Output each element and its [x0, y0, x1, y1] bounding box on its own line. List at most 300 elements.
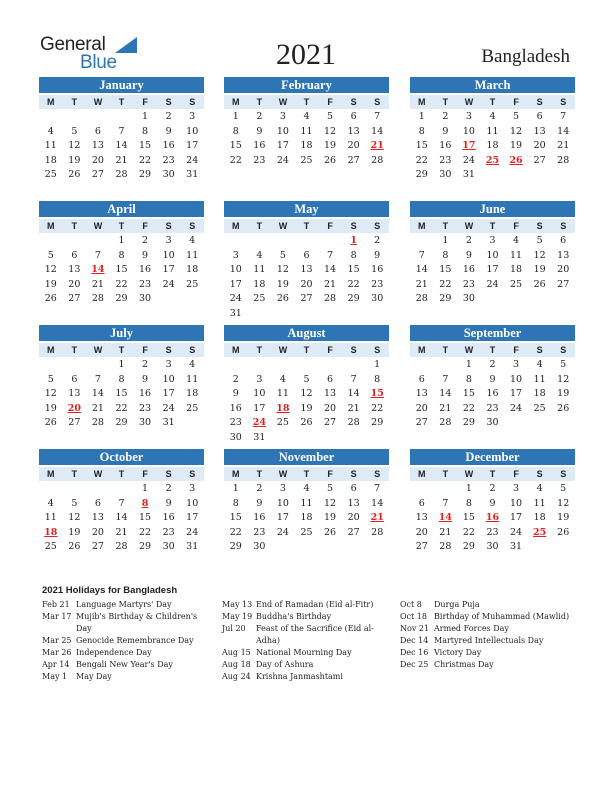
- day: 15: [139, 140, 152, 151]
- holidays-title: 2021 Holidays for Bangladesh: [42, 585, 178, 596]
- holiday-day: 21: [370, 512, 384, 523]
- weekday-header: [410, 467, 575, 481]
- day: 1: [465, 359, 472, 370]
- weekday-label: M: [232, 221, 240, 231]
- day: 15: [139, 512, 152, 523]
- day: 26: [44, 417, 57, 428]
- weekday-label: M: [418, 97, 426, 107]
- day: 4: [47, 497, 54, 509]
- day: 19: [324, 512, 337, 523]
- day: 3: [256, 373, 263, 385]
- day: 27: [347, 526, 360, 538]
- day: 4: [279, 373, 286, 385]
- day: 26: [324, 526, 337, 538]
- weekday-label: S: [560, 345, 567, 355]
- day: 24: [162, 402, 175, 414]
- empty-cell: [271, 358, 295, 373]
- day: 12: [68, 512, 81, 523]
- day: 9: [256, 125, 263, 137]
- day: 13: [415, 512, 428, 523]
- day: 6: [303, 249, 310, 261]
- empty-cell: [224, 234, 248, 249]
- day: 1: [232, 111, 239, 122]
- day: 17: [510, 512, 523, 523]
- day: 25: [44, 541, 57, 552]
- day: 3: [513, 359, 520, 370]
- day: 15: [115, 388, 128, 399]
- day: 9: [232, 388, 239, 399]
- day: 20: [324, 402, 337, 414]
- day: 14: [115, 140, 128, 151]
- day: 8: [465, 497, 472, 509]
- weekday-label: M: [47, 221, 55, 231]
- day: 6: [418, 373, 425, 385]
- weekday-label: F: [513, 97, 519, 107]
- month-march: [410, 77, 575, 183]
- day: 24: [276, 526, 289, 538]
- day: 9: [489, 497, 496, 509]
- holiday-day: 14: [91, 264, 105, 275]
- day: 19: [276, 278, 289, 290]
- day: 7: [442, 373, 449, 385]
- day: 21: [415, 278, 428, 290]
- day: 12: [324, 125, 337, 137]
- holiday-name: Independence Day: [76, 648, 152, 657]
- day: 19: [68, 154, 81, 166]
- day: 4: [47, 125, 54, 137]
- day-grid: [39, 234, 204, 307]
- day: 26: [300, 417, 313, 428]
- empty-cell: [86, 234, 110, 249]
- weekday-label: T: [118, 221, 125, 231]
- day: 20: [347, 140, 360, 151]
- logo-blue-text: Blue: [80, 52, 117, 73]
- weekday-label: W: [278, 469, 288, 479]
- holiday-day: 18: [276, 402, 290, 414]
- day: 8: [118, 373, 125, 385]
- holiday-name: Krishna Janmashtami: [256, 672, 343, 681]
- day: 28: [91, 293, 104, 304]
- holiday-day: 17: [462, 140, 476, 151]
- day: 6: [350, 111, 357, 122]
- day: 24: [186, 154, 199, 166]
- day: 28: [415, 293, 428, 304]
- day: 27: [347, 154, 360, 166]
- day: 20: [415, 402, 428, 414]
- day: 3: [189, 483, 196, 494]
- holiday-name: Language Martyrs' Day: [76, 600, 172, 609]
- day: 4: [303, 111, 310, 122]
- weekday-label: F: [513, 345, 519, 355]
- day: 21: [115, 526, 128, 538]
- day: 27: [533, 154, 546, 166]
- day: 23: [439, 154, 452, 166]
- weekday-label: W: [278, 97, 288, 107]
- day: 8: [465, 373, 472, 385]
- day: 24: [510, 526, 523, 538]
- day: 29: [371, 417, 384, 428]
- day: 18: [533, 388, 546, 399]
- day: 9: [165, 497, 172, 509]
- day: 19: [510, 140, 523, 151]
- day: 18: [300, 512, 313, 523]
- day: 29: [115, 417, 128, 428]
- day: 5: [279, 249, 286, 261]
- holiday-date: Dec 14: [400, 636, 429, 645]
- empty-cell: [39, 110, 63, 125]
- day: 31: [510, 541, 523, 552]
- day-grid: [39, 482, 204, 555]
- holiday-item: [42, 635, 214, 647]
- day: 21: [91, 278, 104, 290]
- holiday-name: National Mourning Day: [256, 648, 352, 657]
- day: 3: [465, 111, 472, 122]
- holiday-date: Mar 26: [42, 648, 72, 657]
- month-october: [39, 449, 204, 555]
- day: 23: [139, 402, 152, 414]
- day: 24: [510, 402, 523, 414]
- day: 22: [229, 526, 242, 538]
- day: 1: [118, 359, 125, 370]
- weekday-label: T: [442, 97, 449, 107]
- day: 25: [300, 526, 313, 538]
- day: 11: [186, 249, 199, 261]
- day: 31: [462, 169, 475, 180]
- day: 10: [229, 264, 242, 275]
- weekday-header: [39, 467, 204, 481]
- day: 3: [165, 359, 172, 370]
- day: 24: [229, 293, 242, 304]
- day: 2: [442, 111, 449, 122]
- day: 15: [462, 388, 475, 399]
- weekday-label: M: [418, 345, 426, 355]
- day: 16: [439, 140, 452, 151]
- day: 9: [442, 125, 449, 137]
- day: 24: [486, 278, 499, 290]
- weekday-header: [39, 219, 204, 233]
- day: 5: [513, 111, 520, 122]
- day: 16: [371, 264, 384, 275]
- day: 8: [374, 373, 381, 385]
- day: 29: [439, 293, 452, 304]
- day: 12: [44, 264, 57, 275]
- weekday-label: S: [560, 97, 567, 107]
- day: 8: [442, 249, 449, 261]
- weekday-label: S: [350, 221, 357, 231]
- empty-cell: [295, 234, 319, 249]
- month-july: [39, 325, 204, 431]
- holiday-date: Apr 14: [42, 660, 70, 669]
- holiday-day: 15: [370, 388, 384, 399]
- weekday-label: S: [350, 97, 357, 107]
- day: 29: [462, 541, 475, 552]
- day-grid: [410, 234, 575, 307]
- day: 7: [374, 483, 381, 494]
- weekday-label: F: [327, 345, 333, 355]
- day: 16: [253, 512, 266, 523]
- day: 22: [415, 154, 428, 166]
- weekday-label: T: [489, 221, 496, 231]
- month-april: [39, 201, 204, 307]
- day: 22: [347, 278, 360, 290]
- day: 5: [327, 111, 334, 122]
- day: 21: [557, 140, 570, 151]
- day: 5: [536, 235, 543, 246]
- day: 4: [256, 249, 263, 261]
- weekday-label: T: [303, 345, 310, 355]
- day: 14: [371, 497, 384, 509]
- empty-cell: [434, 358, 458, 373]
- holiday-item: [42, 671, 214, 683]
- empty-cell: [39, 358, 63, 373]
- day-grid: [224, 110, 389, 168]
- day: 16: [162, 140, 175, 151]
- weekday-label: S: [374, 221, 381, 231]
- day: 7: [327, 249, 334, 261]
- day: 19: [300, 402, 313, 414]
- day: 26: [324, 154, 337, 166]
- holiday-date: Dec 16: [400, 648, 429, 657]
- weekday-label: T: [118, 469, 125, 479]
- weekday-label: S: [536, 469, 543, 479]
- day: 8: [232, 125, 239, 137]
- day: 1: [142, 483, 149, 494]
- month-june: [410, 201, 575, 307]
- day-grid: [39, 358, 204, 431]
- day: 17: [253, 402, 266, 414]
- day: 23: [162, 154, 175, 166]
- day: 7: [442, 497, 449, 509]
- weekday-header: [224, 467, 389, 481]
- day: 5: [47, 249, 54, 261]
- weekday-label: F: [142, 469, 148, 479]
- weekday-label: T: [489, 469, 496, 479]
- day: 5: [560, 483, 567, 494]
- day: 13: [91, 512, 104, 523]
- day: 6: [71, 249, 78, 261]
- day: 4: [536, 483, 543, 494]
- holiday-date: May 13: [222, 600, 253, 609]
- day: 29: [462, 417, 475, 428]
- holiday-name: Armed Forces Day: [434, 624, 509, 633]
- day: 29: [229, 541, 242, 552]
- day: 2: [142, 359, 149, 370]
- day: 7: [94, 373, 101, 385]
- day: 14: [439, 388, 452, 399]
- month-title: January: [39, 77, 204, 93]
- day: 18: [533, 512, 546, 523]
- day: 11: [253, 264, 266, 275]
- day: 10: [276, 497, 289, 509]
- day: 17: [162, 264, 175, 275]
- month-title: April: [39, 201, 204, 217]
- holiday-date: Aug 15: [222, 648, 251, 657]
- day: 13: [324, 388, 337, 399]
- empty-cell: [410, 482, 434, 497]
- day: 31: [162, 417, 175, 428]
- day: 25: [300, 154, 313, 166]
- holiday-name: Martyred Intellectuals Day: [434, 636, 544, 645]
- day: 12: [510, 125, 523, 137]
- day: 29: [139, 541, 152, 552]
- holiday-name: Birthday of Muhammad (Mawlid): [434, 612, 570, 621]
- logo-general-text: General: [40, 34, 106, 55]
- empty-cell: [110, 110, 134, 125]
- weekday-label: F: [142, 221, 148, 231]
- day: 16: [162, 512, 175, 523]
- holiday-item: [42, 599, 214, 611]
- day: 10: [186, 497, 199, 509]
- holiday-column: [400, 599, 580, 671]
- empty-cell: [86, 110, 110, 125]
- day: 12: [68, 140, 81, 151]
- weekday-label: S: [165, 345, 172, 355]
- month-november: [224, 449, 389, 555]
- weekday-label: W: [278, 345, 288, 355]
- weekday-label: T: [256, 345, 263, 355]
- day: 6: [94, 497, 101, 509]
- weekday-label: F: [513, 221, 519, 231]
- day: 5: [560, 359, 567, 370]
- day: 29: [415, 169, 428, 180]
- day: 18: [510, 264, 523, 275]
- holiday-item: [400, 599, 580, 611]
- holiday-date: Oct 18: [400, 612, 427, 621]
- day: 26: [44, 293, 57, 304]
- month-september: [410, 325, 575, 431]
- month-january: [39, 77, 204, 183]
- day: 14: [371, 125, 384, 137]
- day: 21: [439, 526, 452, 538]
- weekday-label: T: [256, 221, 263, 231]
- weekday-label: T: [256, 97, 263, 107]
- holiday-name: Durga Puja: [434, 600, 480, 609]
- day: 20: [557, 264, 570, 275]
- day: 11: [44, 140, 57, 151]
- day: 1: [232, 483, 239, 494]
- weekday-label: S: [165, 221, 172, 231]
- day: 26: [68, 169, 81, 180]
- month-title: March: [410, 77, 575, 93]
- empty-cell: [39, 482, 63, 497]
- day: 20: [347, 512, 360, 523]
- holiday-day: 21: [370, 140, 384, 151]
- day: 1: [118, 235, 125, 246]
- holiday-date: Dec 25: [400, 660, 429, 669]
- day: 28: [347, 417, 360, 428]
- empty-cell: [39, 234, 63, 249]
- day: 28: [115, 169, 128, 180]
- empty-cell: [410, 358, 434, 373]
- day: 4: [536, 359, 543, 370]
- month-title: October: [39, 449, 204, 465]
- weekday-label: S: [189, 345, 196, 355]
- day: 5: [71, 497, 78, 509]
- day: 6: [418, 497, 425, 509]
- holiday-day: 1: [350, 235, 357, 246]
- day: 20: [91, 526, 104, 538]
- weekday-label: W: [93, 221, 103, 231]
- weekday-label: W: [93, 97, 103, 107]
- weekday-label: F: [327, 221, 333, 231]
- day: 8: [350, 249, 357, 261]
- day: 4: [513, 235, 520, 246]
- empty-cell: [63, 358, 87, 373]
- day: 11: [300, 497, 313, 509]
- day: 21: [324, 278, 337, 290]
- empty-cell: [86, 358, 110, 373]
- day: 1: [418, 111, 425, 122]
- day: 11: [486, 125, 499, 137]
- day: 11: [510, 249, 523, 261]
- day: 24: [186, 526, 199, 538]
- day: 9: [142, 373, 149, 385]
- day: 30: [162, 541, 175, 552]
- day: 8: [232, 497, 239, 509]
- holiday-date: Aug 18: [222, 660, 251, 669]
- day: 27: [300, 293, 313, 304]
- day: 18: [486, 140, 499, 151]
- day: 25: [510, 278, 523, 290]
- holiday-day: 8: [141, 497, 149, 509]
- day: 16: [139, 388, 152, 399]
- weekday-label: S: [536, 345, 543, 355]
- holiday-day: 25: [485, 154, 500, 166]
- day: 25: [186, 402, 199, 414]
- holiday-item: [222, 611, 392, 623]
- day: 20: [91, 154, 104, 166]
- day: 2: [165, 111, 172, 122]
- day: 10: [486, 249, 499, 261]
- calendar-year: 2021: [276, 38, 336, 71]
- day: 23: [253, 526, 266, 538]
- holiday-item: [400, 647, 580, 659]
- holiday-column: [42, 599, 214, 683]
- holiday-item: [42, 647, 214, 659]
- holiday-name: Bengali New Year's Day: [76, 660, 173, 669]
- weekday-label: T: [71, 97, 78, 107]
- day: 4: [303, 483, 310, 494]
- weekday-label: S: [374, 469, 381, 479]
- day: 31: [253, 431, 266, 443]
- day: 2: [256, 483, 263, 494]
- day: 17: [486, 264, 499, 275]
- day: 4: [489, 111, 496, 122]
- weekday-label: T: [71, 345, 78, 355]
- day: 10: [276, 125, 289, 137]
- holiday-item: [222, 659, 392, 671]
- day: 26: [557, 402, 570, 414]
- day: 21: [91, 402, 104, 414]
- day: 31: [186, 169, 199, 180]
- day: 26: [557, 526, 570, 538]
- day: 9: [165, 125, 172, 137]
- day: 24: [276, 154, 289, 166]
- day: 31: [186, 541, 199, 552]
- day: 26: [68, 541, 81, 552]
- day: 22: [139, 154, 152, 166]
- day: 25: [253, 293, 266, 304]
- holiday-name: End of Ramadan (Eid al-Fitr): [256, 600, 374, 609]
- day: 28: [371, 154, 384, 166]
- weekday-header: [39, 343, 204, 357]
- day: 22: [139, 526, 152, 538]
- weekday-label: S: [350, 345, 357, 355]
- day: 21: [115, 154, 128, 166]
- day: 2: [489, 483, 496, 494]
- holiday-item: [400, 635, 580, 647]
- weekday-label: M: [232, 97, 240, 107]
